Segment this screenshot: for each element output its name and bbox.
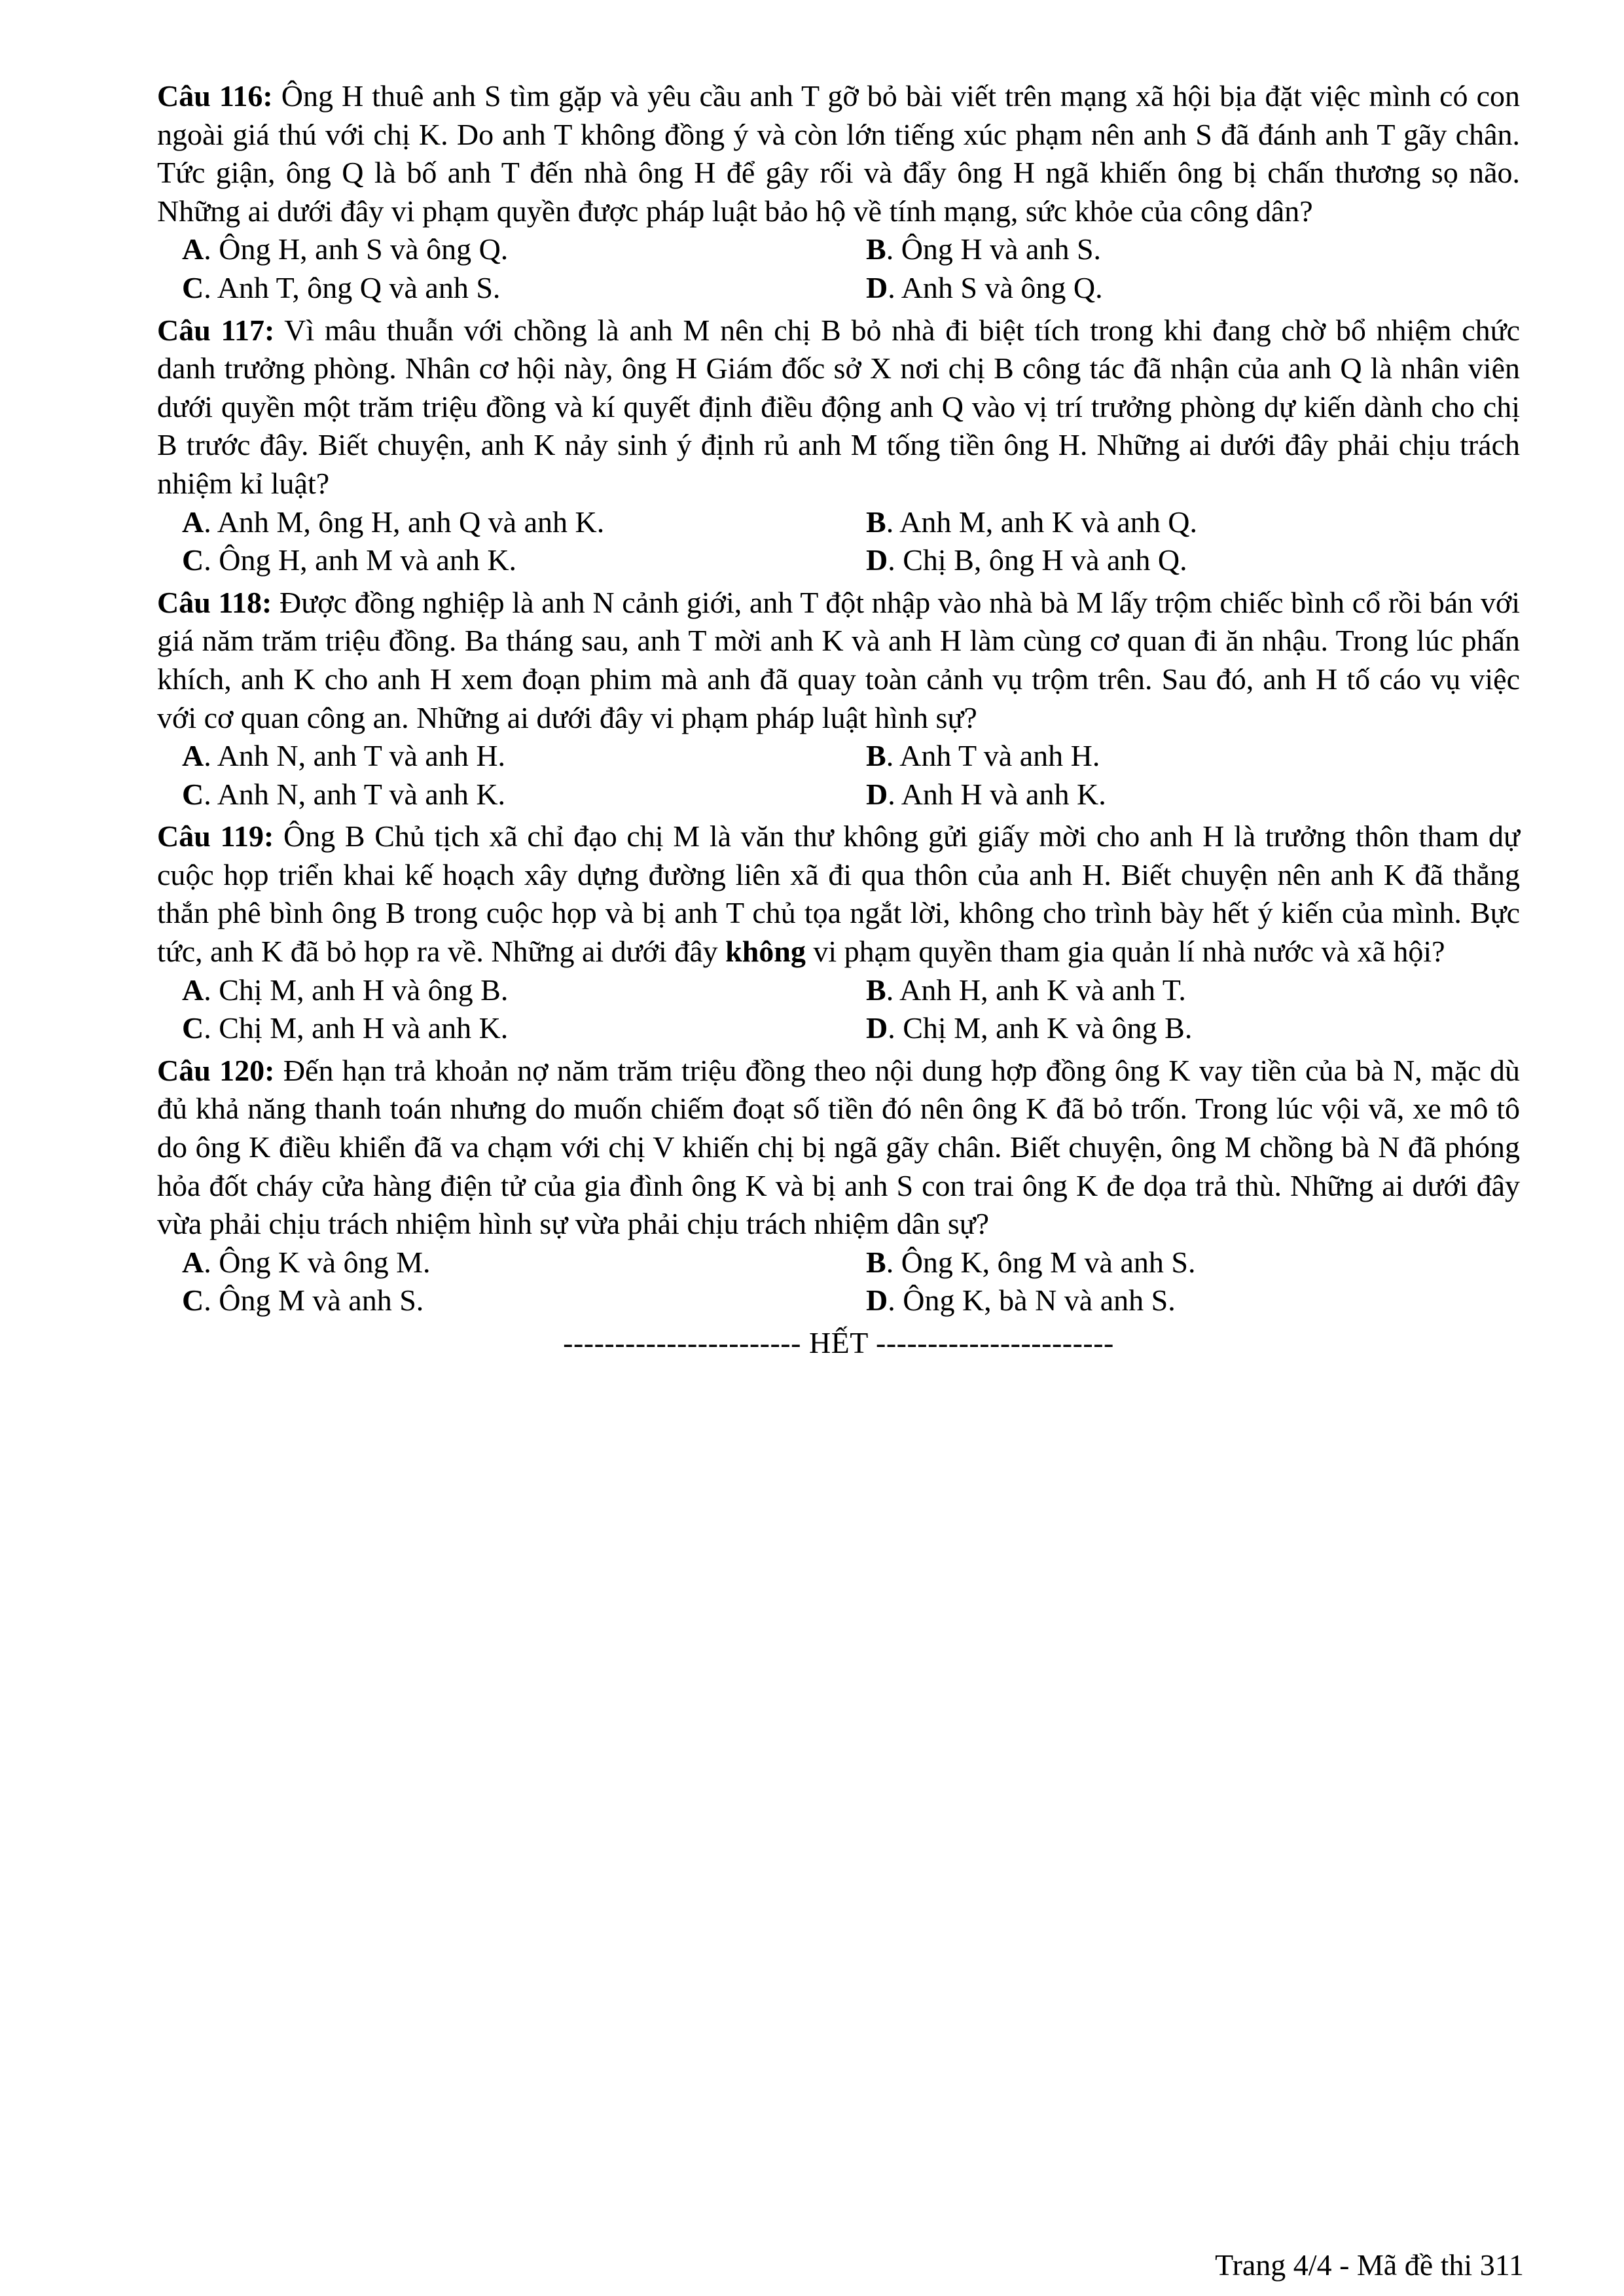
option-letter: C: [182, 270, 204, 304]
question-stem: [157, 1052, 1520, 1244]
option-d: [866, 1009, 1521, 1048]
question-text-continued: vi phạm quyền tham gia quản lí nhà nước và xã hội?: [805, 935, 1445, 969]
option-d: [866, 269, 1521, 308]
question-120: [157, 1052, 1520, 1320]
question-118: [157, 584, 1520, 814]
option-text: . Ông H, anh M và anh K.: [204, 543, 517, 577]
question-119: [157, 817, 1520, 1048]
option-c: [182, 1282, 866, 1320]
option-text: . Anh T và anh H.: [886, 739, 1100, 773]
option-letter: B: [866, 973, 886, 1007]
option-letter: C: [182, 777, 204, 811]
question-text: Đến hạn trả khoản nợ năm trăm triệu đồng theo nội dung hợp đồng ông K vay tiền của bà N, mặc dù đủ khả năng thanh toán nhưng do muốn chiếm đoạt số tiền đó nên ông K đã bỏ trốn. Trong lúc vội vã, xe mô tô do ông K điều khiển đã va chạm với chị V khiến chị bị ngã gãy chân. Biết chuyện, ông M chồng bà N đã phóng hỏa đốt cháy cửa hàng điện tử của gia đình ông K và bị anh S con trai ông K đe dọa trả thù. Những ai dưới đây vừa phải chịu trách nhiệm hình sự vừa phải chịu trách nhiệm dân sự?: [157, 1053, 1520, 1241]
option-text: . Ông K, ông M và anh S.: [886, 1245, 1196, 1279]
option-letter: A: [182, 1245, 204, 1279]
option-c: [182, 269, 866, 308]
option-letter: B: [866, 232, 886, 266]
option-letter: A: [182, 505, 204, 539]
question-text: Được đồng nghiệp là anh N cảnh giới, anh T đột nhập vào nhà bà M lấy trộm chiếc bình cổ rồi bán với giá năm trăm triệu đồng. Ba tháng sau, anh T mời anh K và anh H làm cùng cơ quan đi ăn nhậu. Trong lúc phấn khích, anh K cho anh H xem đoạn phim mà anh đã quay toàn cảnh vụ trộm trên. Sau đó, anh H tố cáo vụ việc với cơ quan công an. Những ai dưới đây vi phạm pháp luật hình sự?: [157, 585, 1520, 734]
option-text: . Anh T, ông Q và anh S.: [204, 270, 501, 304]
question-stem: [157, 77, 1520, 230]
option-a: [182, 971, 866, 1010]
question-label: Câu 117:: [157, 313, 275, 347]
option-text: . Chị M, anh K và ông B.: [888, 1011, 1193, 1045]
option-a: [182, 503, 866, 542]
question-text: Ông B Chủ tịch xã chỉ đạo chị M là văn thư không gửi giấy mời cho anh H là trưởng thôn tham dự cuộc họp triển khai kế hoạch xây dựng đường liên xã đi qua thôn của anh H. Biết chuyện nên anh K đã thẳng thắn phê bình ông B trong cuộc họp và bị anh T chủ tọa ngắt lời, không cho trình bày hết ý kiến của mình. Bực tức, anh K đã bỏ họp ra về. Những ai dưới đây: [157, 819, 1520, 969]
option-text: . Anh M, anh K và anh Q.: [886, 505, 1197, 539]
option-letter: A: [182, 739, 204, 773]
option-a: [182, 1244, 866, 1282]
question-label: Câu 120:: [157, 1053, 275, 1087]
option-d: [866, 776, 1521, 814]
option-letter: D: [866, 777, 888, 811]
option-d: [866, 1282, 1521, 1320]
option-c: [182, 1009, 866, 1048]
option-letter: B: [866, 739, 886, 773]
option-text: . Chị M, anh H và anh K.: [204, 1011, 509, 1045]
option-letter: D: [866, 1011, 888, 1045]
end-marker: ----------------------- HẾT -----------------------: [563, 1326, 1114, 1359]
option-letter: D: [866, 1283, 888, 1318]
option-text: . Anh H, anh K và anh T.: [886, 973, 1186, 1007]
option-a: [182, 737, 866, 776]
question-117: [157, 312, 1520, 580]
option-text: . Ông H, anh S và ông Q.: [204, 232, 509, 266]
question-label: Câu 118:: [157, 585, 272, 619]
answer-options: [157, 971, 1520, 1048]
option-letter: C: [182, 1283, 204, 1318]
option-b: [866, 971, 1521, 1010]
option-text: . Anh M, ông H, anh Q và anh K.: [204, 505, 605, 539]
answer-options: [157, 737, 1520, 814]
question-text: Ông H thuê anh S tìm gặp và yêu cầu anh T gỡ bỏ bài viết trên mạng xã hội bịa đặt việc mình có con ngoài giá thú với chị K. Do anh T không đồng ý và còn lớn tiếng xúc phạm nên anh S đã đánh anh T gãy chân. Tức giận, ông Q là bố anh T đến nhà ông H để gây rối và đẩy ông H ngã khiến ông bị chấn thương sọ não. Những ai dưới đây vi phạm quyền được pháp luật bảo hộ về tính mạng, sức khỏe của công dân?: [157, 79, 1520, 228]
question-text: Vì mâu thuẫn với chồng là anh M nên chị B bỏ nhà đi biệt tích trong khi đang chờ bổ nhiệm chức danh trưởng phòng. Nhân cơ hội này, ông H Giám đốc sở X nơi chị B công tác đã nhận của anh Q là nhân viên dưới quyền một trăm triệu đồng và kí quyết định điều động anh Q vào vị trí trưởng phòng dự kiến dành cho chị B trước đây. Biết chuyện, anh K nảy sinh ý định rủ anh M tống tiền ông H. Những ai dưới đây phải chịu trách nhiệm kỉ luật?: [157, 313, 1520, 500]
answer-options: [157, 230, 1520, 307]
question-stem: [157, 817, 1520, 971]
option-text: . Ông M và anh S.: [204, 1283, 424, 1318]
option-b: [866, 230, 1521, 269]
option-letter: C: [182, 1011, 204, 1045]
option-b: [866, 1244, 1521, 1282]
emphasis-word: không: [725, 935, 806, 969]
option-a: [182, 230, 866, 269]
option-d: [866, 541, 1521, 580]
option-text: . Ông K, bà N và anh S.: [888, 1283, 1176, 1318]
option-c: [182, 776, 866, 814]
question-stem: [157, 584, 1520, 737]
option-text: . Anh N, anh T và anh H.: [204, 739, 506, 773]
question-label: Câu 119:: [157, 819, 274, 853]
question-label: Câu 116:: [157, 79, 273, 113]
option-letter: A: [182, 973, 204, 1007]
question-stem: [157, 312, 1520, 503]
option-text: . Anh N, anh T và anh K.: [204, 777, 506, 811]
exam-content: [157, 77, 1520, 1363]
answer-options: [157, 503, 1520, 580]
page-footer: Trang 4/4 - Mã đề thi 311: [1215, 2248, 1524, 2282]
option-letter: C: [182, 543, 204, 577]
option-text: . Chị M, anh H và ông B.: [204, 973, 509, 1007]
option-text: . Anh S và ông Q.: [888, 270, 1103, 304]
option-c: [182, 541, 866, 580]
option-letter: B: [866, 505, 886, 539]
option-text: . Anh H và anh K.: [888, 777, 1106, 811]
option-text: . Ông H và anh S.: [886, 232, 1102, 266]
option-letter: D: [866, 270, 888, 304]
option-letter: A: [182, 232, 204, 266]
option-text: . Ông K và ông M.: [204, 1245, 431, 1279]
option-b: [866, 503, 1521, 542]
option-text: . Chị B, ông H và anh Q.: [888, 543, 1187, 577]
option-letter: B: [866, 1245, 886, 1279]
answer-options: [157, 1244, 1520, 1320]
option-letter: D: [866, 543, 888, 577]
option-b: [866, 737, 1521, 776]
question-116: [157, 77, 1520, 308]
